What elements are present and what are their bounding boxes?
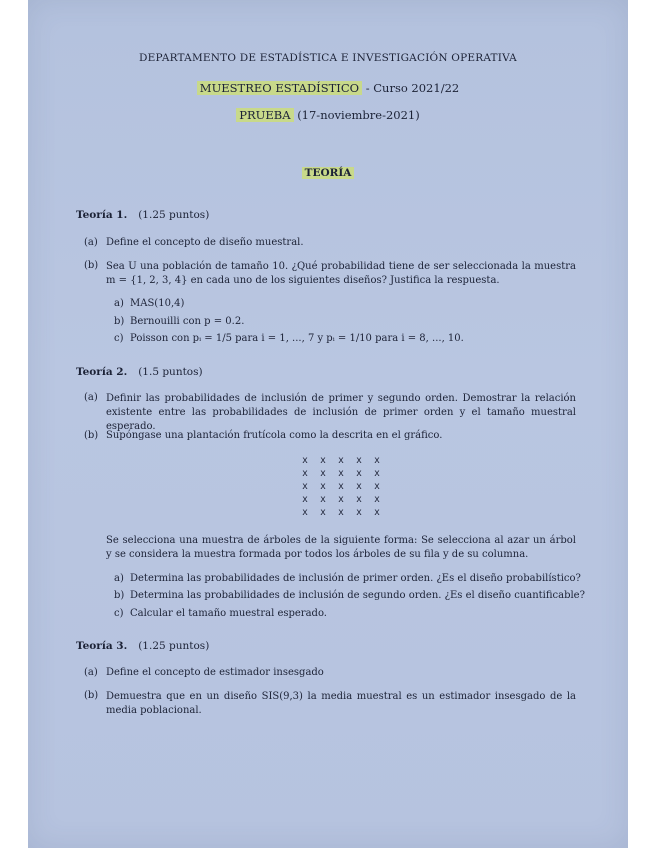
q1-a-text: Define el concepto de diseño muestral.: [106, 237, 304, 248]
q1-sub-b-label: b): [114, 316, 125, 327]
grid-cell: x: [356, 494, 362, 505]
grid-row: [296, 480, 386, 493]
grid-row: [296, 493, 386, 506]
grid-cell: x: [320, 481, 326, 492]
grid-cell: x: [356, 455, 362, 466]
grid-cell: x: [338, 455, 344, 466]
section-title: TEORÍA: [28, 167, 628, 179]
q2-b-text: Supóngase una plantación frutícola como la descrita en el gráfico.: [106, 430, 443, 441]
q2-sub-c-label: c): [114, 608, 124, 619]
course-year: - Curso 2021/22: [365, 81, 460, 95]
q2-a-label: (a): [84, 392, 98, 403]
grid-cell: x: [302, 481, 308, 492]
grid-cell: x: [338, 481, 344, 492]
question-1-title: Teoría 1.: [76, 209, 128, 221]
q2-a-text: Definir las probabilidades de inclusión de primer y segundo orden. Demostrar la relación existente entre las probabilidades de inclusión de primer orden y el tamaño muestral esperado.: [106, 393, 576, 432]
grid-cell: x: [320, 468, 326, 479]
question-1-points: (1.25 puntos): [138, 209, 210, 221]
department-heading: DEPARTAMENTO DE ESTADÍSTICA E INVESTIGACIÓN OPERATIVA: [139, 52, 517, 64]
grid-cell: x: [302, 494, 308, 505]
q2-sub-a-label: a): [114, 573, 124, 584]
grid-row: [296, 506, 386, 519]
q1-sub-a-label: a): [114, 298, 124, 309]
q1-sub-c-text: Poisson con pᵢ = 1/5 para i = 1, ..., 7 y pᵢ = 1/10 para i = 8, ..., 10.: [130, 333, 464, 344]
grid-cell: x: [356, 481, 362, 492]
grid-cell: x: [374, 507, 380, 518]
q3-a-label: (a): [84, 667, 98, 678]
q3-b-text: Demuestra que en un diseño SIS(9,3) la media muestral es un estimador insesgado de la media poblacional.: [106, 691, 576, 716]
q1-sub-a-text: MAS(10,4): [130, 298, 185, 309]
q3-a-text: Define el concepto de estimador insesgado: [106, 667, 324, 678]
grid-cell: x: [320, 494, 326, 505]
grid-cell: x: [302, 455, 308, 466]
exam-paper: [28, 0, 628, 848]
grid-cell: x: [338, 468, 344, 479]
exam-date: (17-noviembre-2021): [297, 108, 420, 122]
grid-cell: x: [356, 507, 362, 518]
q1-b-label: (b): [84, 260, 99, 271]
grid-cell: x: [338, 494, 344, 505]
q1-b-text: Sea U una población de tamaño 10. ¿Qué probabilidad tiene de ser seleccionada la muestra m = {1, 2, 3, 4} en cada uno de los siguientes diseños? Justifica la respuesta.: [106, 261, 576, 286]
q2-sub-c-text: Calcular el tamaño muestral esperado.: [130, 608, 327, 619]
grid-cell: x: [356, 468, 362, 479]
q2-paragraph: Se selecciona una muestra de árboles de la siguiente forma: Se selecciona al azar un árbol y se considera la muestra formada por todos los árboles de su fila y de su columna.: [106, 535, 576, 560]
grid-cell: x: [302, 468, 308, 479]
exam-heading: [28, 108, 628, 122]
question-2-points: (1.5 puntos): [138, 366, 203, 378]
question-1-heading: [76, 209, 209, 221]
grid-cell: x: [374, 468, 380, 479]
q2-sub-a-text: Determina las probabilidades de inclusión de primer orden. ¿Es el diseño probabilístico?: [130, 573, 581, 584]
q2-b-label: (b): [84, 430, 99, 441]
q3-b-label: (b): [84, 690, 99, 701]
question-2-heading: [76, 366, 203, 378]
plantation-grid: [296, 454, 386, 519]
grid-cell: x: [338, 507, 344, 518]
question-3-heading: [76, 640, 209, 652]
q1-a-label: (a): [84, 237, 98, 248]
question-2-title: Teoría 2.: [76, 366, 128, 378]
grid-cell: x: [320, 507, 326, 518]
q1-sub-b-text: Bernouilli con p = 0.2.: [130, 316, 245, 327]
grid-cell: x: [374, 455, 380, 466]
grid-row: [296, 467, 386, 480]
course-title: MUESTREO ESTADÍSTICO: [197, 81, 362, 95]
q2-sub-b-label: b): [114, 590, 125, 601]
question-3-title: Teoría 3.: [76, 640, 128, 652]
grid-row: [296, 454, 386, 467]
grid-cell: x: [302, 507, 308, 518]
course-heading: [28, 81, 628, 95]
q2-sub-b-text: Determina las probabilidades de inclusión de segundo orden. ¿Es el diseño cuantificable?: [130, 590, 585, 601]
grid-cell: x: [374, 481, 380, 492]
q1-sub-c-label: c): [114, 333, 124, 344]
exam-name: PRUEBA: [236, 108, 293, 122]
grid-cell: x: [374, 494, 380, 505]
grid-cell: x: [320, 455, 326, 466]
question-3-points: (1.25 puntos): [138, 640, 210, 652]
